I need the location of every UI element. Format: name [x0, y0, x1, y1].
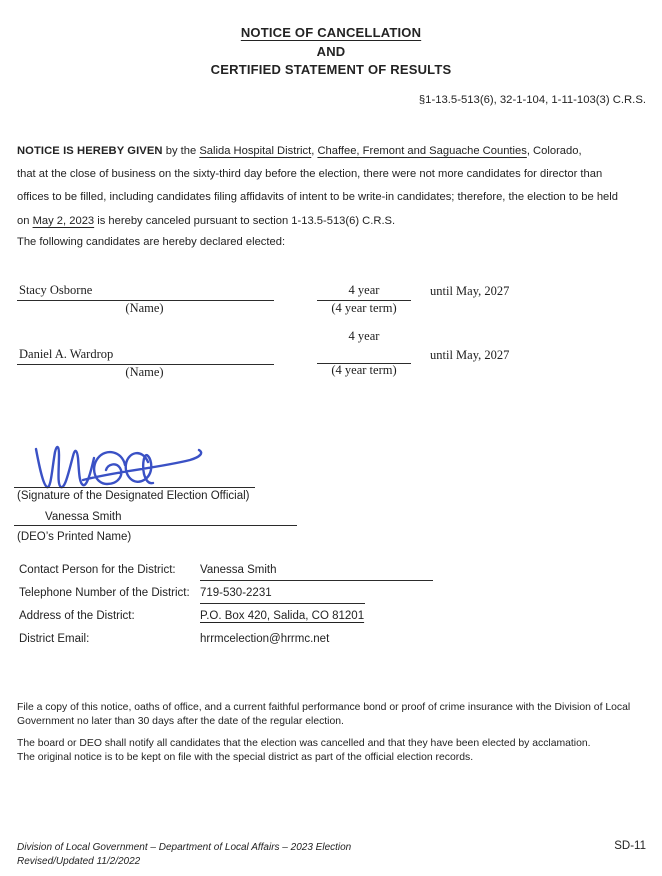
telephone-row: [19, 587, 619, 610]
title-line-3: CERTIFIED STATEMENT OF RESULTS: [210, 62, 452, 77]
email-value: hrrmcelection@hrrmc.net: [200, 633, 330, 645]
footer-division-line: Division of Local Government – Department of Local Affairs – 2023 Election: [17, 842, 352, 853]
contact-person-row: [19, 564, 619, 587]
deo-printed-name: Vanessa Smith: [14, 511, 297, 526]
title-line-1: NOTICE OF CANCELLATION: [240, 25, 422, 40]
document-title: [0, 24, 662, 80]
statute-citation: §1-13.5-513(6), 32-1-104, 1-11-103(3) C.R.S.: [418, 94, 646, 106]
email-label: District Email:: [19, 633, 90, 645]
candidate-until-2: until May, 2027: [430, 348, 510, 362]
name-field-label-2: (Name): [125, 365, 164, 379]
footer-revised-line: Revised/Updated 11/2/2022: [17, 855, 141, 867]
candidate-name-2: Daniel A. Wardrop: [17, 347, 274, 365]
contact-person-label: Contact Person for the District:: [19, 564, 176, 576]
candidate-name-1: Stacy Osborne: [17, 283, 274, 301]
notice-line-1: NOTICE IS HEREBY GIVEN by the Salida Hospital District, Chaffee, Fremont and Saguache Counties, Colorado,: [17, 145, 582, 157]
contact-person-value: Vanessa Smith: [200, 564, 433, 581]
address-value: P.O. Box 420, Salida, CO 81201: [200, 610, 365, 622]
district-contact-block: [19, 564, 619, 656]
email-row: [19, 633, 619, 656]
notice-line-2: that at the close of business on the sixty-third day before the election, there were not more candidates for director than: [17, 168, 603, 181]
signature-line: [14, 487, 255, 488]
declared-elected-line: The following candidates are hereby declared elected:: [17, 236, 286, 248]
notice-line-3: offices to be filled, including candidates filing affidavits of intent to be write-in candidates; therefore, the election to be held: [17, 191, 618, 204]
form-number: SD-11: [614, 840, 646, 852]
term-field-label-1: (4 year term): [331, 301, 397, 315]
telephone-value: 719-530-2231: [200, 587, 365, 604]
notification-note: The board or DEO shall notify all candidates that the election was cancelled and that they have been elected by acclamation. The original notice is to be kept on file with the special district as part of the official election records.: [17, 738, 591, 764]
candidate-term-1: 4 year: [317, 283, 411, 301]
title-line-2: AND: [316, 43, 346, 59]
notice-line-4: on May 2, 2023 is hereby canceled pursuant to section 1-13.5-513(6) C.R.S.: [17, 214, 396, 227]
address-label: Address of the District:: [19, 610, 135, 622]
election-date: May 2, 2023: [32, 214, 95, 227]
address-row: [19, 610, 619, 633]
notice-body-paragraph: [17, 140, 649, 233]
candidate-term-2: 4 year: [348, 329, 380, 343]
filing-note: File a copy of this notice, oaths of office, and a current faithful performance bond or proof of crime insurance with the Division of Local Government no later than 30 days after the date of the regular election.: [17, 702, 631, 728]
signature-label: (Signature of the Designated Election Official): [17, 490, 250, 502]
counties-name: Chaffee, Fremont and Saguache Counties: [317, 145, 527, 157]
deo-signature: [28, 443, 233, 491]
notice-lead-bold: NOTICE IS HEREBY GIVEN: [17, 145, 163, 157]
candidate-until-1: until May, 2027: [430, 284, 510, 298]
form-source-footer: [17, 841, 351, 868]
name-field-label-1: (Name): [125, 301, 164, 315]
district-name: Salida Hospital District: [199, 145, 312, 157]
term-field-label-2: (4 year term): [331, 363, 397, 377]
deo-printed-name-label: (DEO’s Printed Name): [17, 531, 132, 543]
telephone-label: Telephone Number of the District:: [19, 587, 190, 599]
term-blank-line-2: [317, 347, 411, 364]
